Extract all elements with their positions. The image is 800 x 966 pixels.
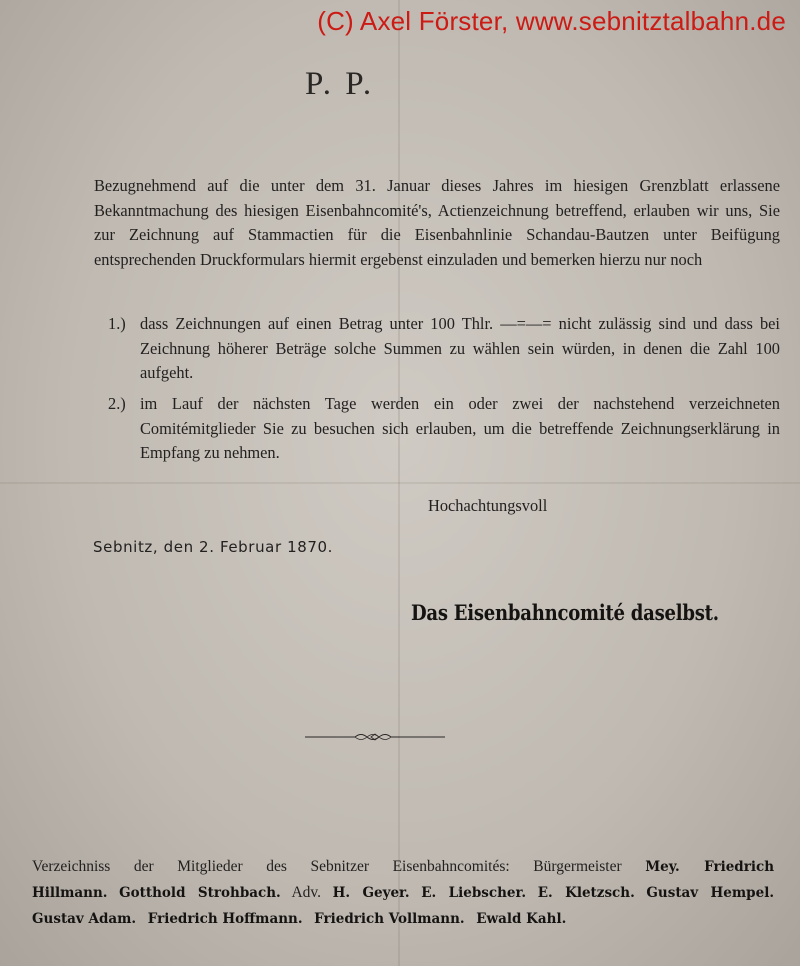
member-name: Ewald Kahl.: [476, 911, 567, 927]
members-line-2: [32, 880, 774, 906]
closing-greeting: Hochachtungsvoll: [428, 496, 548, 515]
intro-paragraph: Bezugnehmend auf die unter dem 31. Januar dieses Jahres im hiesigen Grenzblatt erlassene Bekanntmachung des hiesigen Eisenbahncomité's, Actienzeichnung betreffend, erlauben wir uns, Sie zur Zeichnung auf Stammactien für die Eisenbahnlinie Schandau-Bautzen unter Beifügung entsprechenden Druckformulars hiermit ergebenst einzuladen und bemerken hierzu nur noch: [94, 176, 780, 269]
list-item-number: 1.): [108, 314, 126, 333]
members-intro: Verzeichniss der Mitglieder des Sebnitzer Eisenbahncomités: Bürgermeister: [32, 858, 622, 875]
member-name: Friedrich Vollmann.: [314, 911, 465, 927]
members-line-3: [32, 906, 774, 932]
place-and-date: Sebnitz, den 2. Februar 1870.: [93, 538, 334, 556]
member-name: Hillmann.: [32, 885, 108, 901]
member-name: E. Kletzsch.: [537, 885, 635, 901]
members-line-1: [32, 854, 774, 880]
copyright-watermark: (C) Axel Förster, www.sebnitztalbahn.de: [317, 6, 786, 36]
paper-fold-horizontal: [0, 482, 800, 484]
member-name: Gotthold Strohbach.: [119, 885, 281, 901]
member-name: Gustav Adam.: [32, 911, 137, 927]
committee-signature: Das Eisenbahncomité daselbst.: [411, 600, 719, 625]
list-item-1: [108, 312, 780, 386]
list-item-number: 2.): [108, 394, 126, 413]
member-name: H. Geyer.: [332, 885, 410, 901]
committee-members-list: [32, 854, 774, 932]
salutation-heading: P. P.: [305, 66, 375, 102]
member-title: Adv.: [291, 884, 322, 901]
list-item-text: im Lauf der nächsten Tage werden ein oder zwei der nachstehend verzeichneten Comitémitglieder Sie zu besuchen sich erlauben, um die betreffende Zeichnungserklärung in Empfang zu nehmen.: [140, 394, 780, 462]
ornament-divider-icon: [305, 730, 445, 744]
list-item-text: dass Zeichnungen auf einen Betrag unter 100 Thlr. —=—= nicht zulässig sind und dass bei Zeichnung höherer Beträge solche Summen zu wählen sein würden, in denen die Zahl 100 aufgeht.: [140, 314, 780, 382]
member-name: Friedrich Hoffmann.: [147, 911, 303, 927]
member-name: E. Liebscher.: [421, 885, 527, 901]
member-name: Mey. Friedrich: [645, 859, 775, 875]
member-name: Gustav Hempel.: [646, 885, 775, 901]
list-item-2: [108, 392, 780, 466]
